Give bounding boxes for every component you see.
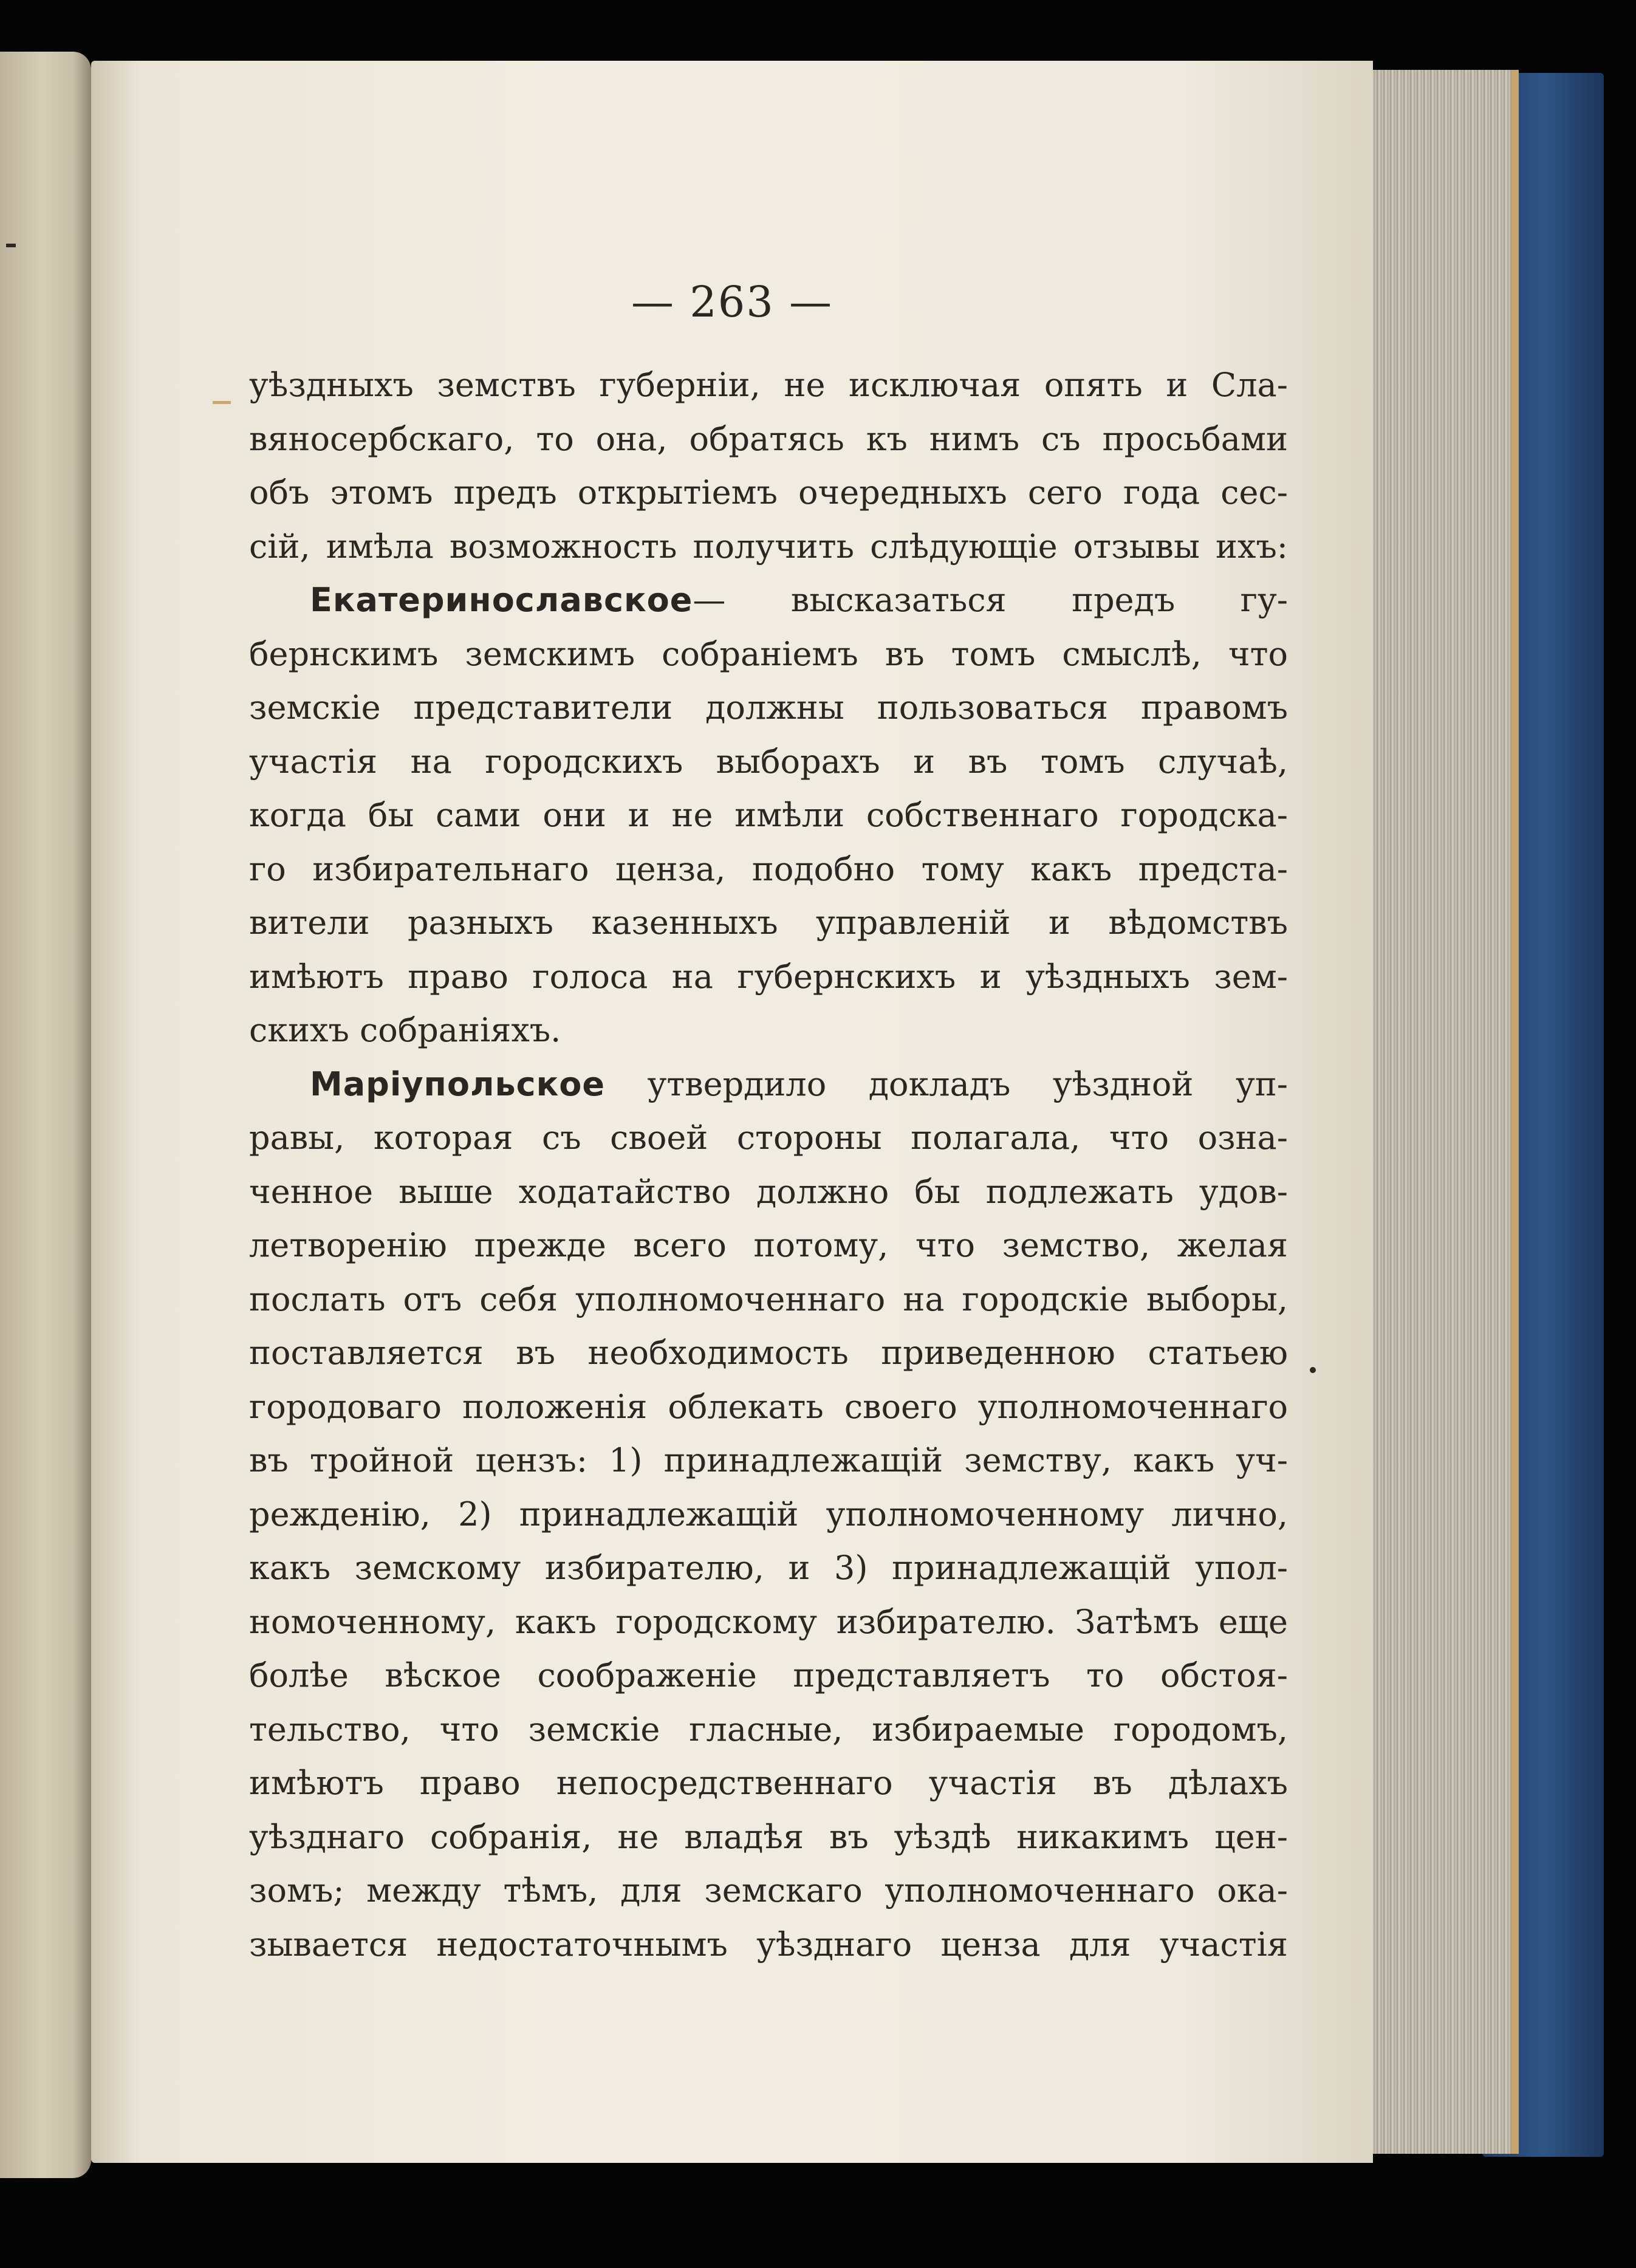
text-line: имѣютъ право непосредственнаго участія въ дѣлахъ <box>249 1764 1288 1802</box>
emphasis-ekaterinoslav: Екатеринославское <box>310 581 693 619</box>
text-line: скихъ собраніяхъ. <box>249 1011 561 1049</box>
text-line: болѣе вѣское соображеніе представляетъ то обстоя- <box>249 1656 1288 1694</box>
text-line: летворенію прежде всего потому, что земство, желая <box>249 1226 1288 1264</box>
text-line: когда бы сами они и не имѣли собственнаго городска- <box>249 796 1288 834</box>
text-line: ченное выше ходатайство должно бы подлежать удов- <box>249 1172 1288 1211</box>
text-line: участія на городскихъ выборахъ и въ томъ случаѣ, <box>249 742 1288 781</box>
text-line: объ этомъ предъ открытіемъ очередныхъ сего года сес- <box>249 473 1288 512</box>
body-text <box>249 358 1288 1972</box>
text-line: имѣютъ право голоса на губернскихъ и уѣздныхъ зем- <box>249 957 1288 996</box>
text-line: въ тройной цензъ: 1) принадлежащій земству, какъ уч- <box>249 1441 1288 1479</box>
text-line <box>249 1058 1288 1112</box>
page-number: — 263 — <box>631 277 833 327</box>
margin-tick <box>213 401 231 404</box>
text-line: зомъ; между тѣмъ, для земскаго уполномоченнаго ока- <box>249 1871 1288 1910</box>
text-line: равы, которая съ своей стороны полагала, что озна- <box>249 1119 1288 1157</box>
text-line: сій, имѣла возможность получить слѣдующіе отзывы ихъ: <box>249 527 1288 566</box>
left-facing-page <box>0 52 91 2178</box>
text-line: вители разныхъ казенныхъ управленій и вѣдомствъ <box>249 903 1288 942</box>
page-block-edge <box>1361 70 1519 2154</box>
text-line: городоваго положенія облекать своего уполномоченнаго <box>249 1387 1288 1426</box>
text-line: номоченному, какъ городскому избирателю. Затѣмъ еще <box>249 1602 1288 1641</box>
text-line: вяносербскаго, то она, обратясь къ нимъ съ просьбами <box>249 419 1288 458</box>
text-line: поставляется въ необходимость приведенною статьею <box>249 1334 1288 1372</box>
text-line: тельство, что земскіе гласные, избираемые городомъ, <box>249 1710 1288 1749</box>
text-line: уѣздныхъ земствъ губерніи, не исключая опять и Сла- <box>249 366 1288 404</box>
text-line: уѣзднаго собранія, не владѣя въ уѣздѣ никакимъ цен- <box>249 1817 1288 1856</box>
emphasis-mariupol: Маріупольское <box>310 1064 606 1103</box>
text-line: бернскимъ земскимъ собраніемъ въ томъ смыслѣ, что <box>249 634 1288 673</box>
text-fragment: утвердило докладъ уѣздной уп- <box>647 1064 1288 1103</box>
ink-dot <box>1310 1367 1316 1373</box>
margin-mark <box>6 244 16 247</box>
text-line: какъ земскому избирателю, и 3) принадлежащій упол- <box>249 1549 1288 1587</box>
text-line: режденію, 2) принадлежащій уполномоченному лично, <box>249 1495 1288 1533</box>
text-line: зывается недостаточнымъ уѣзднаго ценза для участія <box>249 1925 1288 1964</box>
text-line <box>249 574 1288 628</box>
book-page <box>91 61 1373 2163</box>
text-line: земскіе представители должны пользоваться правомъ <box>249 688 1288 727</box>
text-line: послать отъ себя уполномоченнаго на городскіе выборы, <box>249 1280 1288 1318</box>
text-fragment: — высказаться предъ гу- <box>693 581 1288 619</box>
text-line: го избирательнаго ценза, подобно тому какъ предста- <box>249 849 1288 888</box>
